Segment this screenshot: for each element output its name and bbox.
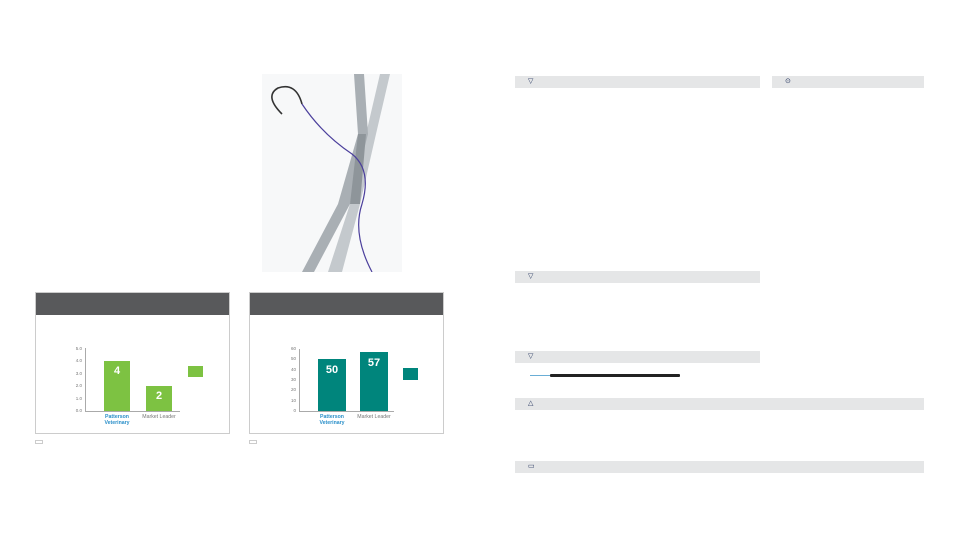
needle-holder-photo	[262, 74, 402, 272]
card-header	[250, 293, 443, 315]
section-straight-cutting	[515, 351, 760, 363]
section-reverse-cutting	[515, 76, 760, 88]
y-tick-label: 5.0	[75, 346, 82, 351]
x-tick-label	[352, 414, 396, 420]
stronger-needles-card	[35, 292, 230, 434]
y-tick-label: 1.0	[75, 395, 82, 401]
y-tick-label: 0	[293, 408, 296, 413]
chart-bar	[360, 352, 388, 411]
chart-bar	[146, 386, 172, 411]
x-tick-line: Veterinary	[319, 420, 345, 426]
y-tick-label: 3.0	[75, 370, 82, 376]
y-tick-label: 30	[290, 377, 296, 382]
inverted-triangle-icon: ▽	[528, 353, 534, 360]
x-tick-line: Patterson	[105, 414, 129, 420]
data-on-file-note	[249, 440, 257, 444]
y-tick-label: 50	[290, 356, 296, 362]
bar-value-label: 50	[325, 364, 339, 377]
y-tick-label: 20	[290, 387, 296, 393]
circle-dot-icon: ⊙	[785, 78, 791, 85]
right-page	[480, 0, 960, 540]
data-on-file-note	[35, 440, 43, 444]
y-axis-line	[85, 348, 86, 411]
x-axis-line	[299, 411, 394, 412]
x-tick-line: Market Leader	[357, 414, 391, 420]
leader-line	[530, 375, 550, 376]
y-tick-label: 0.0	[75, 408, 82, 413]
chart-bar	[104, 361, 130, 411]
y-tick-label: 4.0	[75, 358, 82, 364]
x-tick-line: Market Leader	[142, 414, 176, 420]
needle-holder-illustration	[262, 74, 402, 272]
section-premium-cosmetic	[515, 398, 924, 410]
x-tick-line: Patterson	[320, 414, 344, 420]
section-spatula	[515, 461, 924, 473]
y-tick-label: 60	[290, 346, 296, 351]
sharper-needles-card	[249, 292, 444, 434]
x-axis-line	[85, 411, 180, 412]
y-tick-label: 40	[290, 366, 296, 372]
y-tick-label: 10	[290, 397, 296, 403]
legend-swatch	[403, 368, 418, 380]
bar-value-label: 57	[367, 357, 381, 370]
spatula-icon: ▭	[528, 463, 535, 470]
section-taper-point	[772, 76, 924, 88]
triangle-icon: △	[528, 400, 534, 407]
y-tick-label: 2.0	[75, 383, 82, 389]
legend-swatch	[188, 366, 203, 377]
section-premium-reverse-cutting	[515, 271, 760, 283]
x-tick-line: Veterinary	[104, 420, 130, 426]
x-tick-label	[138, 414, 180, 420]
bar-value-label: 4	[113, 365, 121, 378]
inverted-triangle-icon: ▽	[528, 78, 534, 85]
bar-value-label: 2	[155, 390, 163, 403]
needle-drawing	[550, 374, 680, 377]
x-tick-label	[310, 414, 354, 426]
chart-bar	[318, 359, 346, 411]
card-header	[36, 293, 229, 315]
inverted-triangle-icon: ▽	[528, 273, 534, 280]
y-axis-line	[299, 349, 300, 411]
x-tick-label	[96, 414, 138, 426]
